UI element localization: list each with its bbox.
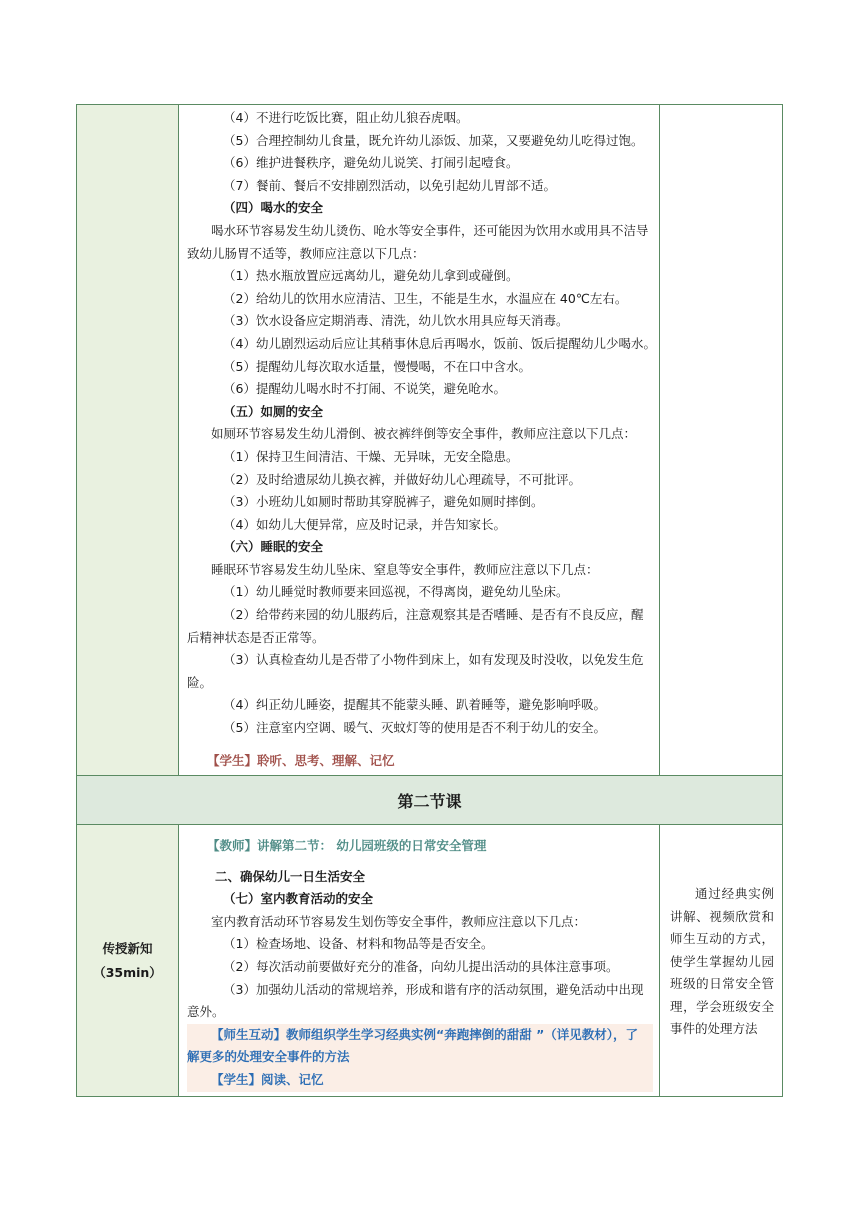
section-heading: 二、确保幼儿一日生活安全	[215, 868, 366, 884]
paragraph: 喝水环节容易发生幼儿烫伤、呛水等安全事件，还可能因为饮用水或用具不洁导致幼儿肠胃不适等，教师应注意以下几点：	[187, 222, 649, 261]
list-item: （7）餐前、餐后不安排剧烈活动，以免引起幼儿胃部不适。	[223, 177, 556, 193]
list-item: （3）认真检查幼儿是否带了小物件到床上，如有发现及时没收，以免发生危	[223, 652, 644, 668]
list-item: （3）加强幼儿活动的常规培养，形成和谐有序的活动氛围，避免活动中出现	[223, 981, 644, 997]
list-item: （1）热水瓶放置应远离幼儿，避免幼儿拿到或碰倒。	[223, 268, 519, 284]
student-activity: 【学生】阅读、记忆	[211, 1071, 324, 1087]
list-item: （5）提醒幼儿每次取水适量，慢慢喝，不在口中含水。	[223, 358, 531, 374]
list-item: （2）给幼儿的饮用水应清洁、卫生，不能是生水，水温应在 40℃左右。	[223, 290, 628, 306]
list-item: （4）幼儿剧烈运动后应让其稍事休息后再喝水，饭前、饭后提醒幼儿少喝水。	[223, 335, 656, 351]
section-title: （五）如厕的安全	[223, 403, 324, 419]
list-item: （5）注意室内空调、暖气、灭蚊灯等的使用是否不利于幼儿的安全。	[223, 720, 606, 736]
paragraph: 室内教育活动环节容易发生划伤等安全事件，教师应注意以下几点：	[211, 913, 587, 929]
list-item: （5）合理控制幼儿食量，既允许幼儿添饭、加菜，又要避免幼儿吃得过饱。	[223, 132, 644, 148]
list-item-continuation: 险。	[187, 674, 213, 690]
section-title: （六）睡眠的安全	[223, 539, 324, 555]
list-item: （6）维护进餐秩序，避免幼儿说笑、打闹引起噎食。	[223, 155, 519, 171]
student-activity: 【学生】聆听、思考、理解、记忆	[207, 752, 395, 768]
list-item: （2）每次活动前要做好充分的准备，向幼儿提出活动的具体注意事项。	[223, 958, 619, 974]
interaction-block	[187, 1024, 653, 1092]
paragraph: 睡眠环节容易发生幼儿坠床、窒息等安全事件，教师应注意以下几点：	[211, 561, 599, 577]
list-item: （2）给带药来园的幼儿服药后，注意观察其是否嗜睡、是否有不良反应，醒	[223, 607, 644, 623]
list-item: （1）幼儿睡觉时教师要来回巡视，不得离岗，避免幼儿坠床。	[223, 584, 569, 600]
stage-duration: （35min）	[93, 964, 162, 980]
interaction-line: 【师生互动】教师组织学生学习经典实例“奔跑摔倒的甜甜 ”（详见教材），了	[211, 1026, 639, 1042]
interaction-line: 解更多的处理安全事件的方法	[187, 1049, 350, 1065]
section-header: 第二节课	[77, 776, 782, 825]
table-row	[77, 825, 782, 1096]
lesson-table	[76, 104, 783, 1097]
stage-cell	[77, 825, 179, 1096]
goal-cell	[660, 825, 782, 1096]
content-cell	[179, 105, 660, 775]
table-row	[77, 105, 782, 776]
list-item: （3）饮水设备应定期消毒、清洗，幼儿饮水用具应每天消毒。	[223, 313, 569, 329]
list-item: （4）纠正幼儿睡姿，提醒其不能蒙头睡、趴着睡等，避免影响呼吸。	[223, 697, 606, 713]
list-item: （2）及时给遗尿幼儿换衣裤，并做好幼儿心理疏导，不可批评。	[223, 471, 581, 487]
stage-label: 传授新知	[102, 940, 153, 956]
list-item: （1）保持卫生间清洁、干燥、无异味，无安全隐患。	[223, 448, 519, 464]
list-item: （4）不进行吃饭比赛，阻止幼儿狼吞虎咽。	[223, 110, 469, 125]
goal-cell-empty	[660, 105, 782, 775]
teacher-activity: 【教师】讲解第二节： 幼儿园班级的日常安全管理	[207, 838, 487, 853]
section-title: （四）喝水的安全	[223, 200, 324, 216]
paragraph: 如厕环节容易发生幼儿滑倒、被衣裤绊倒等安全事件，教师应注意以下几点：	[211, 426, 637, 442]
list-item-continuation: 意外。	[187, 1004, 225, 1020]
section-title: （七）室内教育活动的安全	[223, 891, 374, 907]
teaching-goal: 通过经典实例讲解、视频欣赏和师生互动的方式，使学生掌握幼儿园班级的日常安全管理，学会班级安全事件的处理方法	[670, 886, 774, 1036]
list-item: （3）小班幼儿如厕时帮助其穿脱裤子，避免如厕时摔倒。	[223, 494, 544, 510]
list-item: （1）检查场地、设备、材料和物品等是否安全。	[223, 936, 494, 952]
content-cell	[179, 825, 660, 1096]
list-item-continuation: 后精神状态是否正常等。	[187, 629, 325, 645]
list-item: （4）如幼儿大便异常，应及时记录，并告知家长。	[223, 516, 506, 532]
stage-cell-empty	[77, 105, 179, 775]
list-item: （6）提醒幼儿喝水时不打闹、不说笑，避免呛水。	[223, 381, 506, 397]
